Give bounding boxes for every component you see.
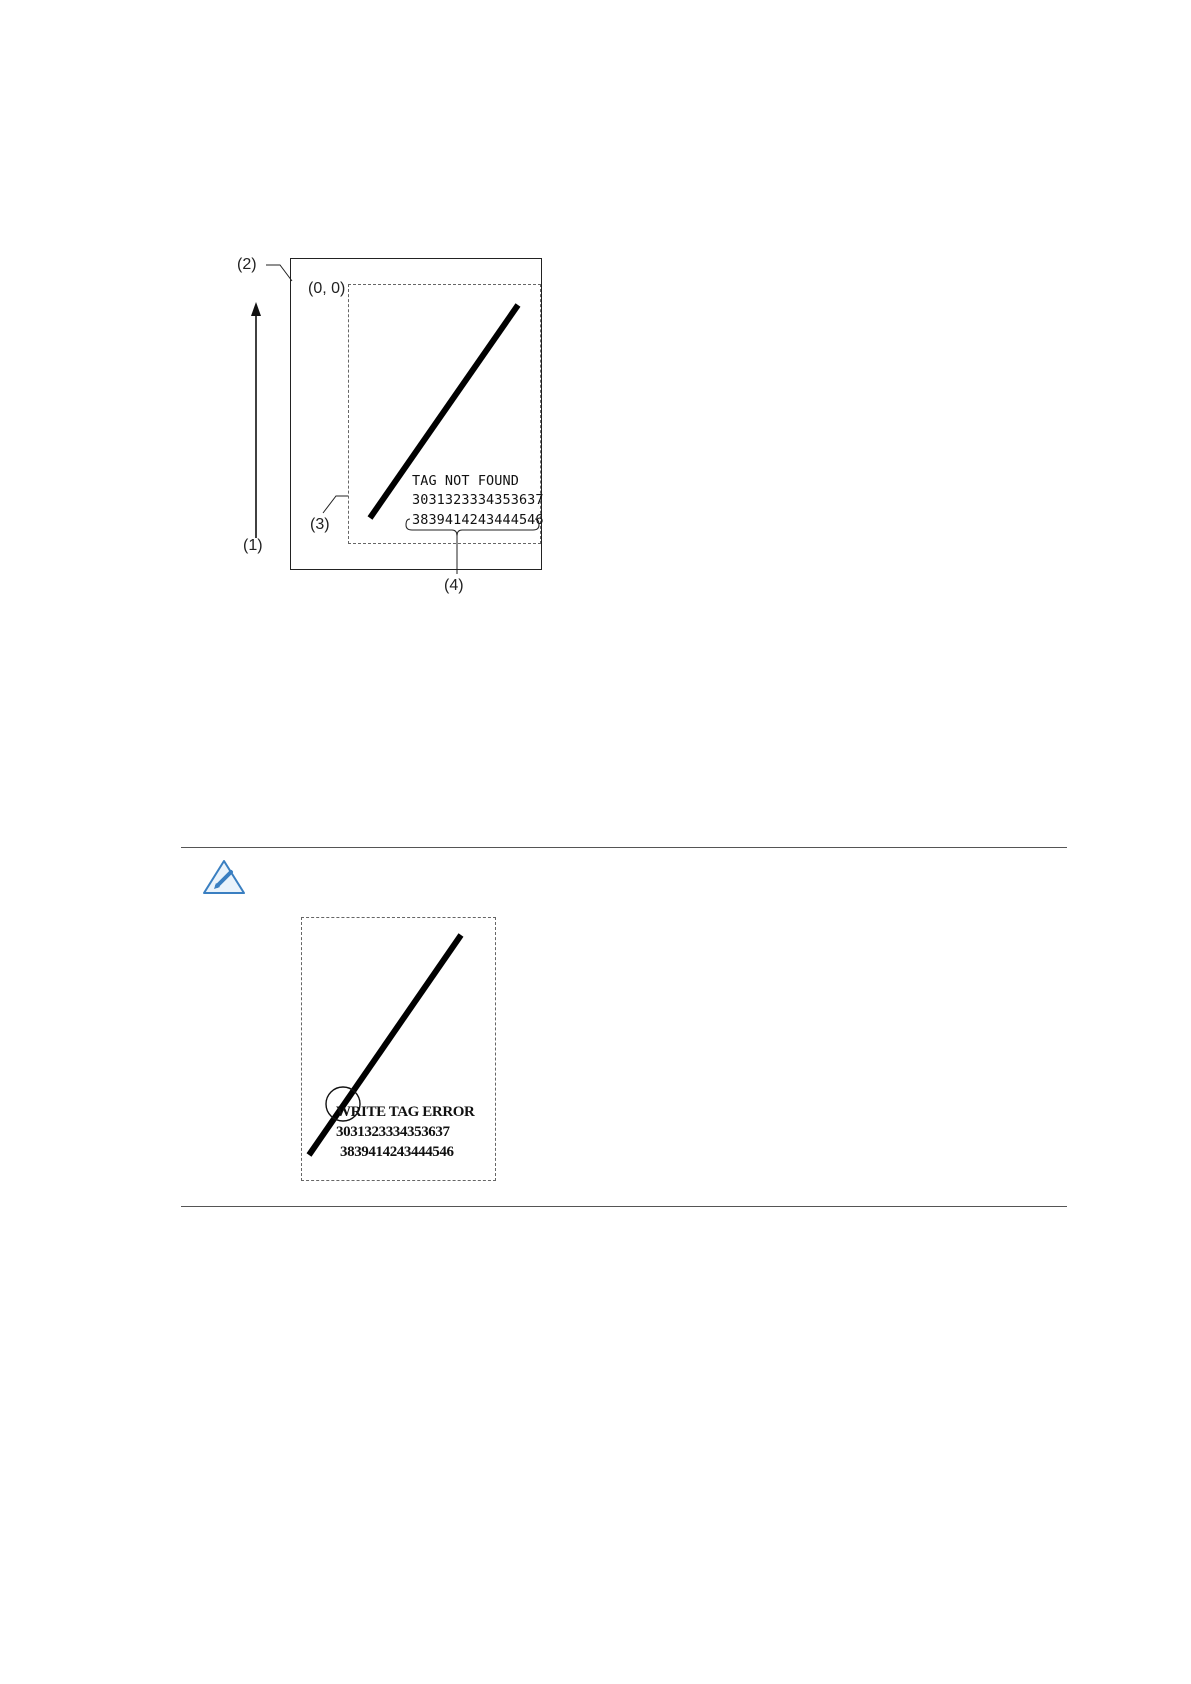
- callout-4: (4): [444, 577, 464, 594]
- note-print-area-outline: [301, 917, 496, 1181]
- callout-3: (3): [310, 516, 330, 533]
- callout-2: (2): [237, 256, 257, 273]
- print-line-3: 3839414243444546: [412, 512, 544, 528]
- callout-1: (1): [243, 537, 263, 554]
- note-print-line-3: 3839414243444546: [340, 1144, 454, 1160]
- origin-label: (0, 0): [308, 280, 346, 297]
- pencil-note-icon: [204, 861, 244, 893]
- note-print-line-2: 3031323334353637: [336, 1124, 450, 1140]
- print-line-2: 3031323334353637: [412, 492, 544, 508]
- note-print-line-1: WRITE TAG ERROR: [336, 1104, 475, 1120]
- print-line-1: TAG NOT FOUND: [412, 473, 519, 489]
